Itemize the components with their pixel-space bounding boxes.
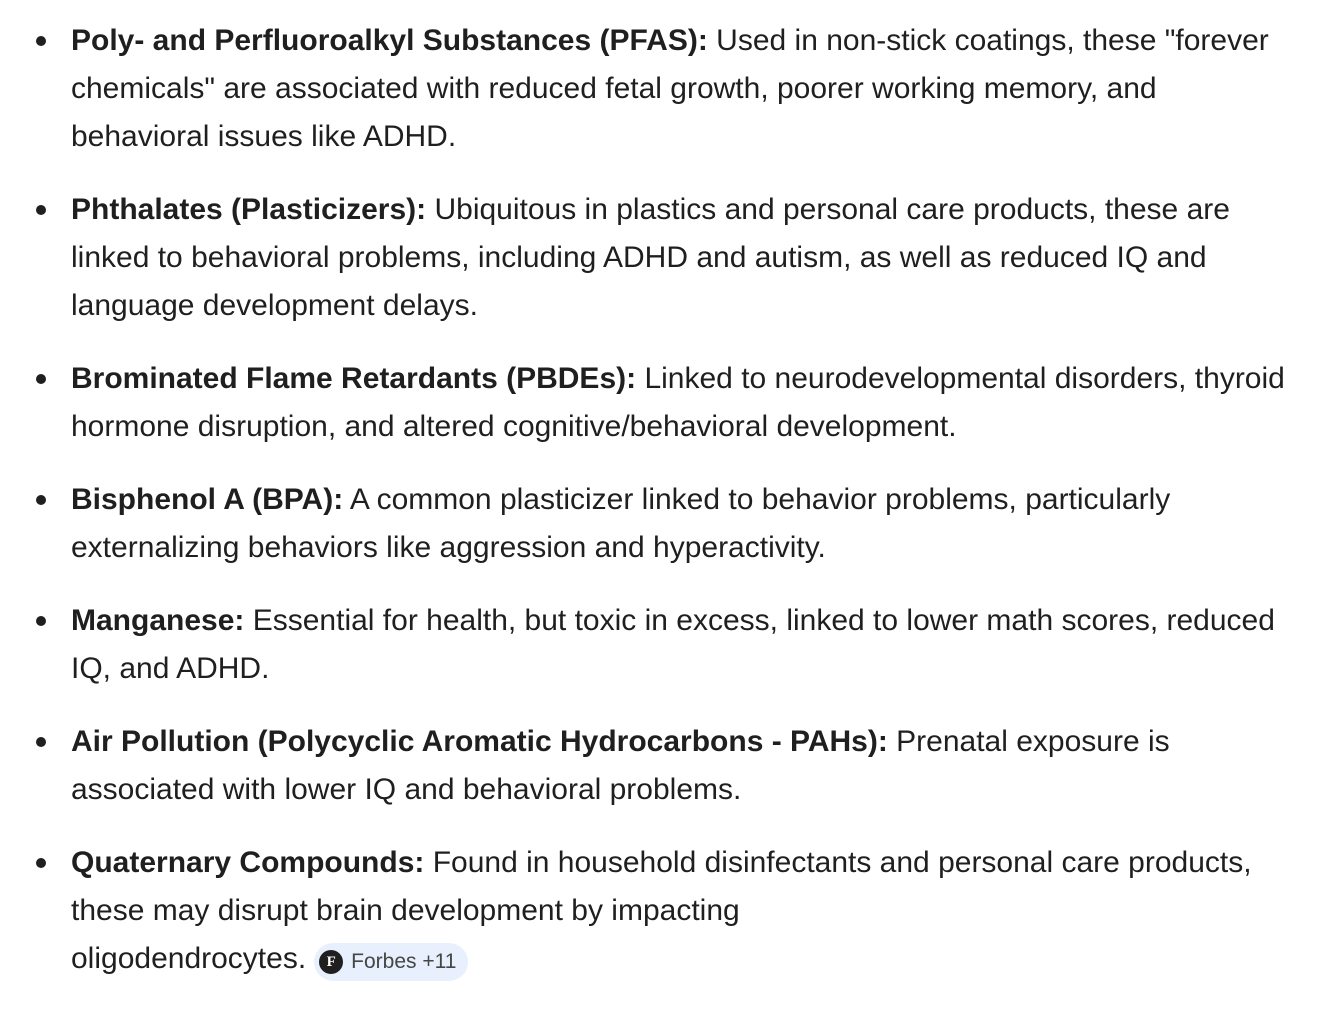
item-term: Poly- and Perfluoroalkyl Substances (PFAS): — [71, 24, 708, 57]
bullet-icon — [36, 495, 46, 505]
item-description: Essential for health, but toxic in excess, linked to lower math scores, reduced IQ, and ADHD. — [71, 604, 1275, 685]
list-item — [0, 476, 1320, 572]
bullet-icon — [36, 374, 46, 384]
list-item — [0, 597, 1320, 693]
item-term: Air Pollution (Polycyclic Aromatic Hydrocarbons - PAHs): — [71, 725, 888, 758]
item-description: Ubiquitous in plastics and personal care products, these are linked to behavioral problems, including ADHD and autism, as well as reduced IQ and language development delays. — [71, 193, 1230, 322]
item-description-end: oligodendrocytes. — [71, 942, 307, 975]
item-term: Brominated Flame Retardants (PBDEs): — [71, 362, 637, 395]
bullet-icon — [36, 858, 46, 868]
source-chip[interactable] — [314, 943, 468, 981]
item-description: Prenatal exposure is associated with lower IQ and behavioral problems. — [71, 725, 1170, 806]
bullet-icon — [36, 36, 46, 46]
bullet-icon — [36, 616, 46, 626]
list-item — [0, 839, 1320, 983]
item-term: Phthalates (Plasticizers): — [71, 193, 427, 226]
item-term: Manganese: — [71, 604, 245, 637]
list-item — [0, 718, 1320, 814]
source-chip-label: Forbes +11 — [351, 950, 457, 973]
forbes-logo-icon: F — [319, 950, 343, 974]
item-term: Bisphenol A (BPA): — [71, 483, 344, 516]
list-item — [0, 186, 1320, 330]
item-description: Found in household disinfectants and personal care products, these may disrupt brain development by impacting — [71, 846, 1252, 927]
bullet-icon — [36, 737, 46, 747]
item-description: A common plasticizer linked to behavior problems, particularly externalizing behaviors like aggression and hyperactivity. — [71, 483, 1171, 564]
chemical-list — [0, 17, 1320, 1008]
list-item — [0, 355, 1320, 451]
item-term: Quaternary Compounds: — [71, 846, 425, 879]
list-item — [0, 17, 1320, 161]
item-description: Used in non-stick coatings, these "forever chemicals" are associated with reduced fetal growth, poorer working memory, and behavioral issues like ADHD. — [71, 24, 1269, 153]
item-description: Linked to neurodevelopmental disorders, thyroid hormone disruption, and altered cognitive/behavioral development. — [71, 362, 1285, 443]
bullet-icon — [36, 205, 46, 215]
